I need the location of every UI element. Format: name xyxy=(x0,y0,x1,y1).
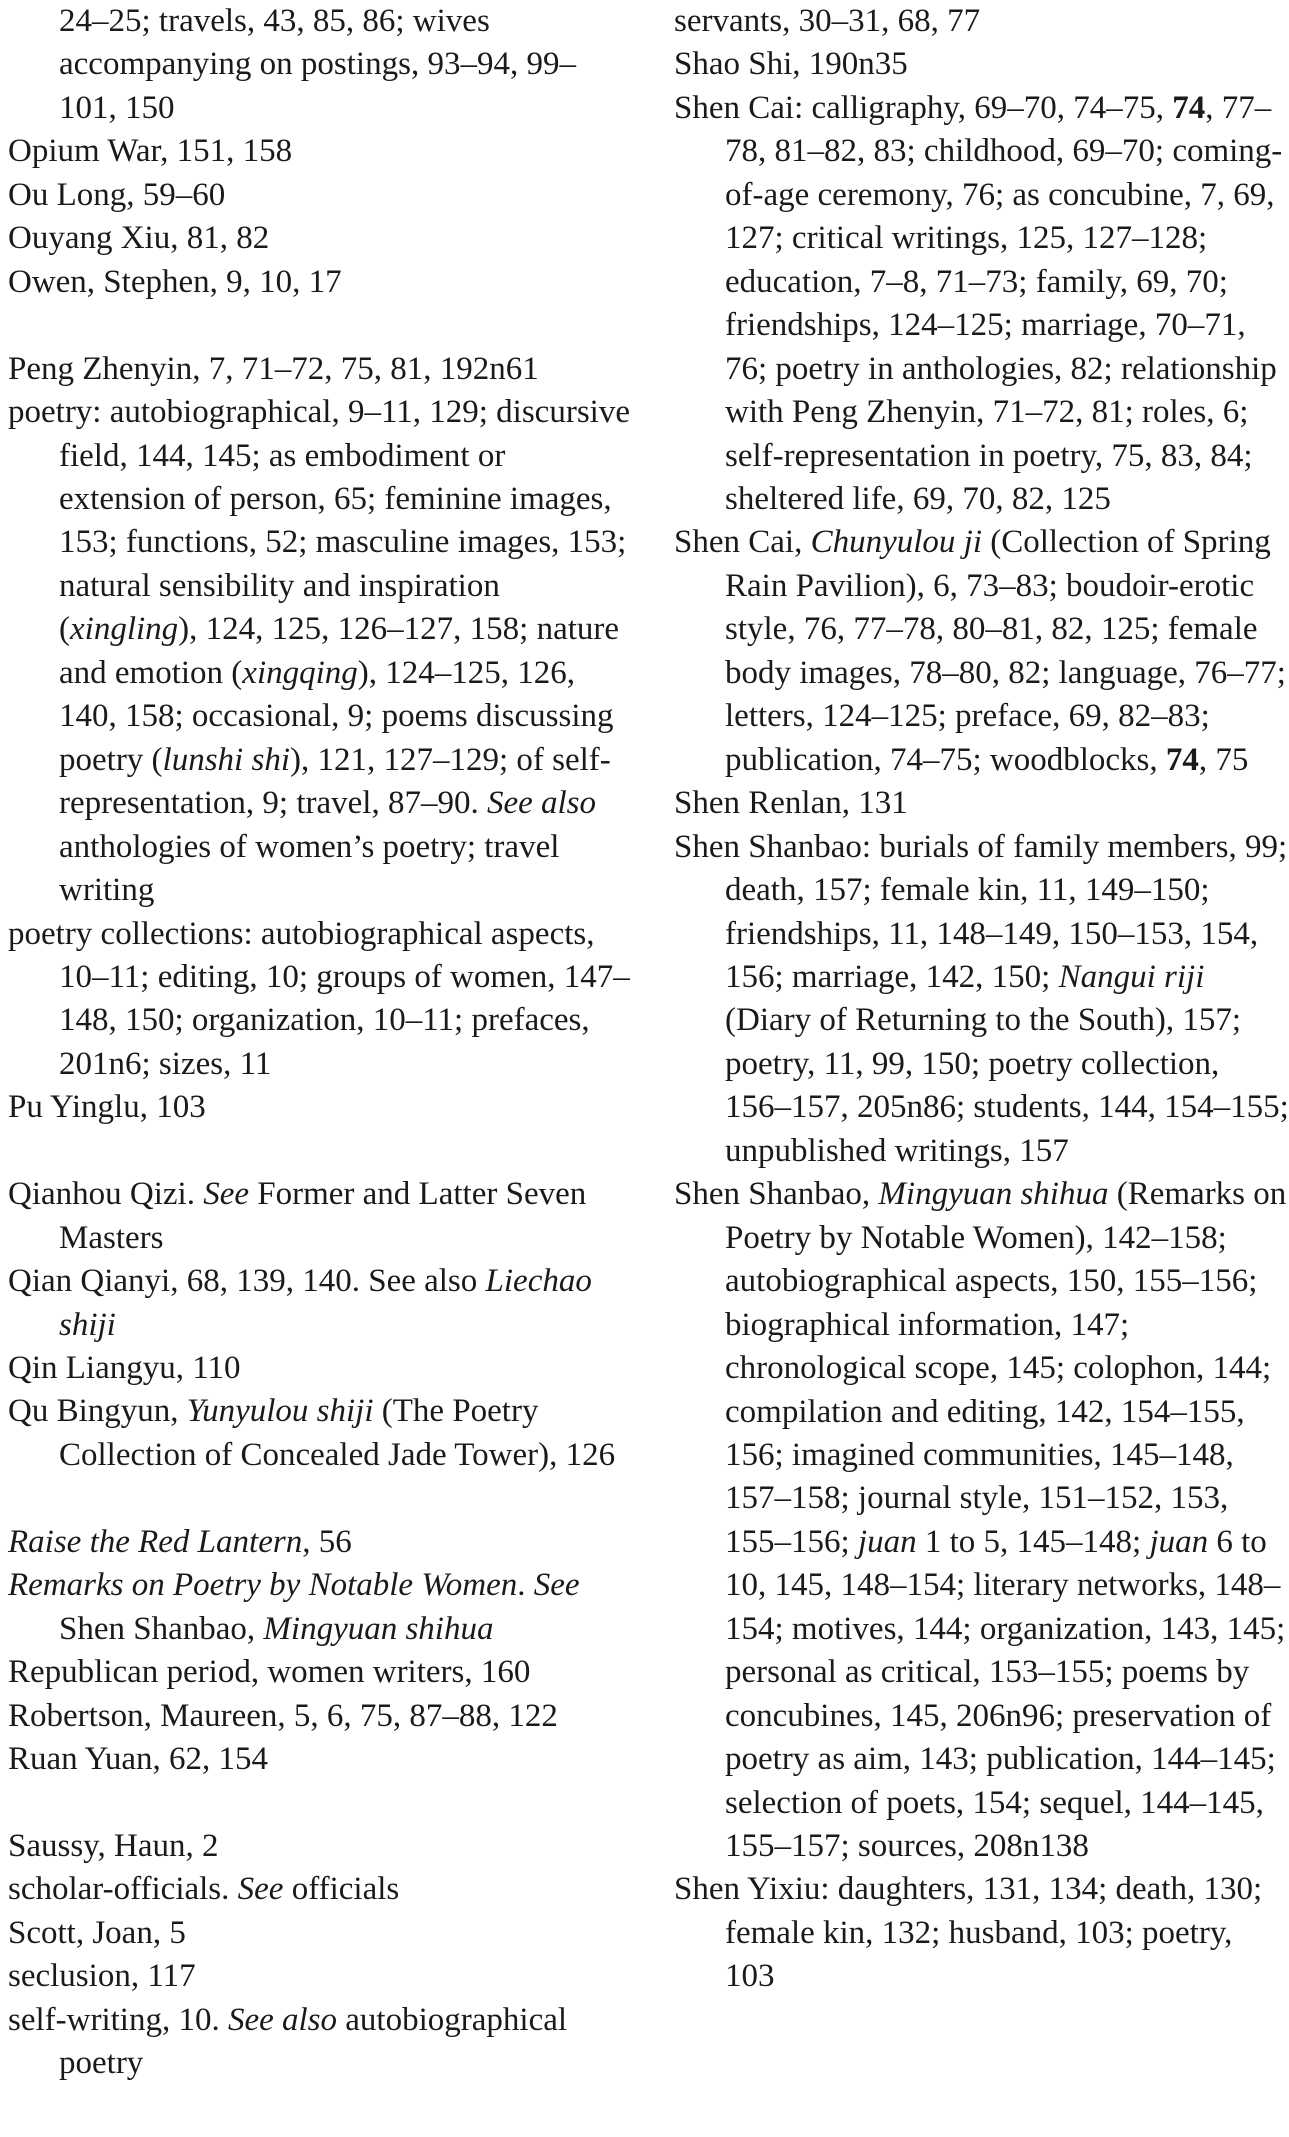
entry-text: Opium War, 151, 158 xyxy=(8,133,293,170)
index-entry xyxy=(674,43,1289,86)
index-entry xyxy=(8,174,630,217)
entry-text: (Diary of Returning to the South), 157; poetry, 11, 99, 150; poetry collection, 156–157, 205n86; students, 144, 154–155; unpublished writings, 157 xyxy=(725,1002,1289,1169)
entry-text: Republican period, women writers, 160 xyxy=(8,1654,531,1691)
index-column-right xyxy=(674,0,1289,1999)
italic-text: See xyxy=(533,1567,580,1604)
index-entry xyxy=(8,391,630,912)
italic-text: Remarks on Poetry by Notable Women xyxy=(8,1567,518,1604)
italic-text: Mingyuan shihua xyxy=(263,1610,494,1647)
index-column-left xyxy=(8,0,630,2086)
entry-text: Owen, Stephen, 9, 10, 17 xyxy=(8,263,342,300)
entry-text: Robertson, Maureen, 5, 6, 75, 87–88, 122 xyxy=(8,1697,558,1734)
italic-text: Chunyulou ji xyxy=(810,524,982,561)
entry-text: autobiographical poetry xyxy=(59,2001,568,2082)
entry-text: , 75 xyxy=(1198,741,1249,778)
index-entry xyxy=(674,826,1289,1174)
entry-text: servants, 30–31, 68, 77 xyxy=(674,3,981,39)
entry-text: Shen Yixiu: daughters, 131, 134; death, 130; female kin, 132; husband, 103; poetry, 103 xyxy=(674,1871,1263,1995)
entry-text: Shen Shanbao: burials of family members, 99; death, 157; female kin, 11, 149–150; friendships, 11, 148–149, 150–153, 154, 156; marriage, 142, 150; xyxy=(674,828,1288,995)
index-entry xyxy=(8,1912,630,1955)
bold-page-ref: 74 xyxy=(1165,741,1199,778)
entry-text: Peng Zhenyin, 7, 71–72, 75, 81, 192n61 xyxy=(8,350,539,387)
entry-text: Shen Shanbao, xyxy=(59,1610,264,1647)
entry-text: Shen Cai: calligraphy, 69–70, 74–75, xyxy=(674,89,1173,126)
entry-text: 6 to 10, 145, 148–154; literary networks, 148–154; motives, 144; organization, 143, 145; personal as critical, 153–155; poems by concubines, 145, 206n96; preservation of poetry as aim, 143; publication, 144–145; selection of poets, 154; sequel, 144–145, 155–157; sources, 208n138 xyxy=(725,1523,1286,1865)
bold-page-ref: 74 xyxy=(1172,89,1206,126)
entry-text: Qianhou Qizi. xyxy=(8,1176,204,1213)
entry-text: 24–25; travels, 43, 85, 86; wives accompanying on postings, 93–94, 99–101, 150 xyxy=(59,3,576,126)
entry-text: Pu Yinglu, 103 xyxy=(8,1089,206,1126)
entry-text: Scott, Joan, 5 xyxy=(8,1914,186,1951)
entry-text: scholar-officials. xyxy=(8,1871,238,1908)
letter-section-gap xyxy=(8,304,630,347)
index-entry xyxy=(674,1868,1289,1998)
entry-text: Former and Latter Seven Masters xyxy=(59,1176,587,1256)
italic-text: See xyxy=(203,1176,250,1213)
index-entry xyxy=(8,217,630,260)
entry-text: . xyxy=(517,1567,534,1604)
index-entry xyxy=(8,1695,630,1738)
entry-text: anthologies of women’s poetry; travel writing xyxy=(59,828,560,909)
index-entry xyxy=(8,1564,630,1651)
entry-text: Qin Liangyu, 110 xyxy=(8,1350,241,1387)
entry-text: officials xyxy=(283,1871,400,1908)
entry-text: Saussy, Haun, 2 xyxy=(8,1827,219,1864)
index-entry xyxy=(8,348,630,391)
italic-text: Raise the Red Lantern xyxy=(8,1523,303,1560)
entry-text: Ou Long, 59–60 xyxy=(8,176,226,213)
entry-text: , 77–78, 81–82, 83; childhood, 69–70; coming-of-age ceremony, 76; as concubine, 7, 69, 127; critical writings, 125, 127–128; education, 7–8, 71–73; family, 69, 70; friendships, 124–125; marriage, 70–71, 76; poetry in anthologies, 82; relationship with Peng Zhenyin, 71–72, 81; roles, 6; self-representation in poetry, 75, 83, 84; sheltered life, 69, 70, 82, 125 xyxy=(725,89,1283,517)
index-entry xyxy=(674,0,1289,43)
letter-section-gap xyxy=(8,1130,630,1173)
italic-text: See also xyxy=(486,785,597,822)
entry-text: , 56 xyxy=(302,1523,352,1560)
entry-text: Shen Cai, xyxy=(674,524,811,561)
italic-text: juan xyxy=(857,1523,917,1560)
entry-text: Qian Qianyi, 68, 139, 140. See also xyxy=(8,1263,486,1300)
entry-text: (The Poetry Collection of Concealed Jade Tower), 126 xyxy=(59,1393,616,1473)
index-entry xyxy=(8,1651,630,1694)
index-entry xyxy=(8,1955,630,1998)
index-entry xyxy=(8,130,630,173)
entry-text: self-writing, 10. xyxy=(8,2001,228,2038)
index-entry xyxy=(674,1173,1289,1868)
letter-section-gap xyxy=(8,1782,630,1825)
index-entry xyxy=(8,1825,630,1868)
letter-section-gap xyxy=(8,1477,630,1520)
italic-text: lunshi shi xyxy=(162,741,290,778)
index-entry xyxy=(8,1390,630,1477)
entry-text: Shen Renlan, 131 xyxy=(674,785,908,822)
italic-text: xingqing xyxy=(242,654,358,691)
entry-text: Ruan Yuan, 62, 154 xyxy=(8,1741,269,1778)
entry-text: Qu Bingyun, xyxy=(8,1393,187,1430)
index-entry xyxy=(8,1173,630,1260)
entry-text: Shao Shi, 190n35 xyxy=(674,46,908,83)
italic-text: xingling xyxy=(70,611,179,648)
entry-text: ), 124–125, 126, 140, 158; occasional, 9; poems discussing poetry ( xyxy=(59,654,614,778)
index-entry xyxy=(674,87,1289,522)
italic-text: Liechao shiji xyxy=(59,1263,592,1343)
index-entry xyxy=(8,1260,630,1347)
entry-text: ), 121, 127–129; of self-representation, 9; travel, 87–90. xyxy=(59,741,611,822)
index-entry xyxy=(8,1868,630,1911)
entry-text: Shen Shanbao, xyxy=(674,1176,879,1213)
entry-text: (Collection of Spring Rain Pavilion), 6, 73–83; boudoir-erotic style, 76, 77–78, 80–81, 82, 125; female body images, 78–80, 82; language, 76–77; letters, 124–125; preface, 69, 82–83; publication, 74–75; woodblocks, xyxy=(725,524,1286,778)
entry-text: ), 124, 125, 126–127, 158; nature and emotion ( xyxy=(59,611,620,691)
index-entry xyxy=(8,261,630,304)
entry-text: poetry: autobiographical, 9–11, 129; discursive field, 144, 145; as embodiment or extension of person, 65; feminine images, 153; functions, 52; masculine images, 153; natural sensibility and inspiration ( xyxy=(8,394,630,648)
entry-text: (Remarks on Poetry by Notable Women), 142–158; autobiographical aspects, 150, 155–156; biographical information, 147; chronological scope, 145; colophon, 144; compilation and editing, 142, 154–155, 156; imagined communities, 145–148, 157–158; journal style, 151–152, 153, 155–156; xyxy=(725,1176,1287,1560)
index-entry xyxy=(8,913,630,1087)
italic-text: See xyxy=(237,1871,284,1908)
index-entry xyxy=(8,1347,630,1390)
index-entry xyxy=(674,782,1289,825)
italic-text: See also xyxy=(227,2001,338,2038)
entry-text: seclusion, 117 xyxy=(8,1958,196,1995)
index-entry xyxy=(8,1999,630,2086)
italic-text: juan xyxy=(1149,1523,1209,1560)
entry-text: 1 to 5, 145–148; xyxy=(916,1523,1150,1560)
italic-text: Yunyulou shiji xyxy=(186,1393,374,1430)
index-entry xyxy=(8,1738,630,1781)
index-entry-continued xyxy=(8,0,630,130)
entry-text: Ouyang Xiu, 81, 82 xyxy=(8,220,270,257)
index-entry xyxy=(8,1086,630,1129)
entry-text: poetry collections: autobiographical aspects, 10–11; editing, 10; groups of women, 147–148, 150; organization, 10–11; prefaces, 201n6; sizes, 11 xyxy=(8,915,630,1082)
italic-text: Mingyuan shihua xyxy=(878,1176,1109,1213)
index-entry xyxy=(674,521,1289,782)
italic-text: Nangui riji xyxy=(1058,958,1205,995)
index-entry xyxy=(8,1521,630,1564)
